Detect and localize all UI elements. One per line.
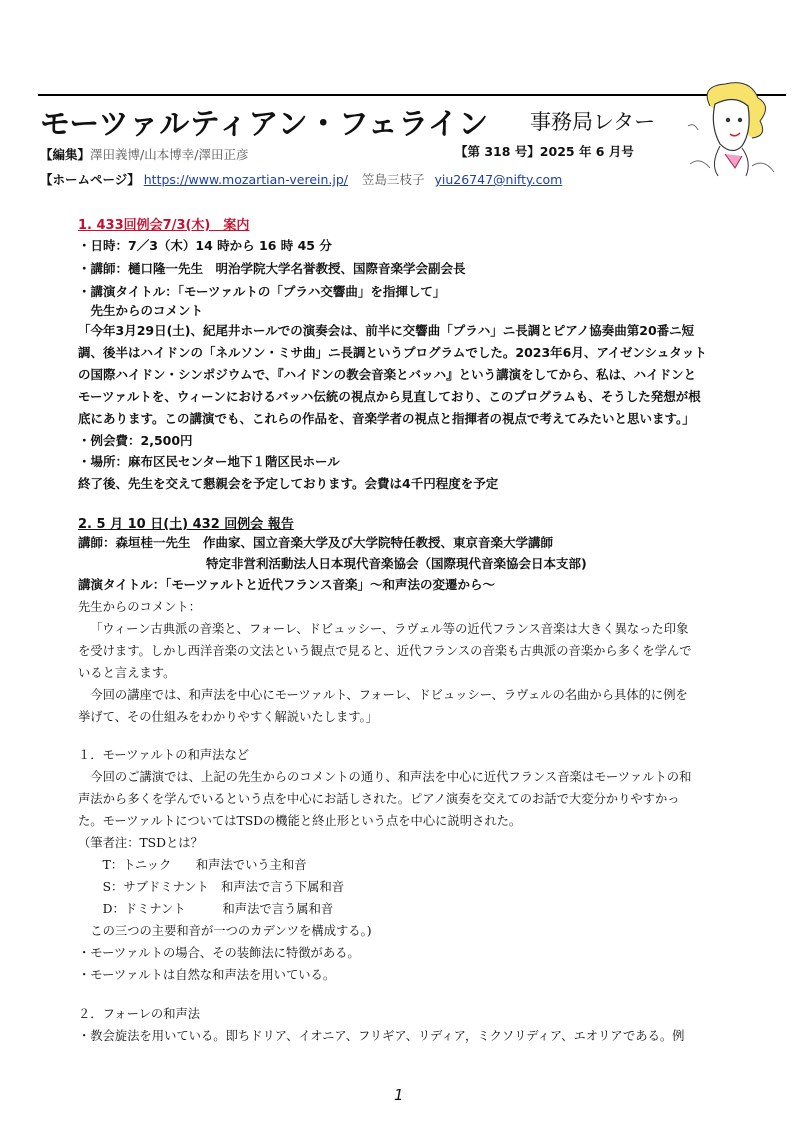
page-number: 1	[394, 1086, 404, 1104]
editors-label: 【編集】	[40, 147, 91, 162]
s1-comment-line: 底にあります。この講演でも、これらの作品を、音楽学者の視点と指揮者の視点で考えてみたいと思います。」	[78, 411, 695, 426]
s2-sub2-heading: ２．フォーレの和声法	[78, 1007, 201, 1021]
s2-sub2-line: ・教会旋法を用いている。即ちドリア、イオニア、フリギア、リディア，ミクソリディア、エオリアである。例	[78, 1029, 685, 1043]
s2-sub1-line: 今回のご講演では、上記の先生からのコメントの通り、和声法を中心に近代フランス音楽はモーツァルトの和	[78, 770, 692, 784]
s1-comment-line: の国際ハイドン・シンポジウムで、『ハイドンの教会音楽とバッハ』という講演をしてから、私は、ハイドンと	[78, 367, 697, 382]
s2-sub1-line: 声法から多くを学んでいるという点を中心にお話しされた。ピアノ演奏を交えてのお話で大変分かりやすかっ	[78, 792, 680, 806]
homepage-line	[40, 170, 562, 188]
s2-sub1-line: （筆者注：TSDとは？	[78, 836, 203, 850]
s2-sub1-line: ・モーツァルトは自然な和声法を用いている。	[78, 968, 336, 982]
s1-venue: ・場所：麻布区民センター地下１階区民ホール	[78, 454, 340, 469]
s1-comment-line: モーツァルトを、ウィーンにおけるバッハ伝統の視点から見直しており、このプログラムも、そうした発想が根	[78, 389, 701, 404]
s2-comment-label: 先生からのコメント：	[78, 600, 201, 614]
s1-comment-line: 調、後半はハイドンの「ネルソン・ミサ曲」ニ長調というプログラムでした。2023年6月、アイゼンシュタット	[78, 345, 707, 360]
header-rule	[38, 94, 786, 96]
s2-comment-line: を受けます。しかし西洋音楽の文法という観点で見ると、近代フランスの音楽も古典派の音楽から多くを学んで	[78, 644, 692, 658]
s1-lecturer: ・講師：樋口隆一先生 明治学院大学名誉教授、国際音楽学会副会長	[78, 261, 466, 276]
contact-email-link[interactable]: yiu26747@nifty.com	[434, 172, 563, 187]
s2-sub1-line: この三つの主要和音が一つのカデンツを構成する。)	[78, 924, 372, 938]
s2-comment-line: 「ウィーン古典派の音楽と、フォーレ、ドビュッシー、ラヴェル等の近代フランス音楽は大きく異なった印象	[90, 622, 689, 636]
editors-names: 澤田義博/山本博幸/澤田正彦	[90, 147, 249, 162]
s2-lecture-title: 講演タイトル：「モーツァルトと近代フランス音楽」～和声法の変遷から～	[78, 577, 496, 592]
s2-sub1-heading: １．モーツァルトの和声法など	[78, 748, 250, 762]
s2-comment-line: 挙げて、その仕組みをわかりやすく解説いたします。」	[78, 710, 379, 724]
s2-comment-line: いると言えます。	[78, 666, 176, 680]
s2-sub1-line: T：トニック 和声法でいう主和音	[78, 858, 307, 872]
editors-line	[40, 145, 248, 163]
s2-lecturer: 講師：森垣桂一先生 作曲家、国立音楽大学及び大学院特任教授、東京音楽大学講師	[78, 535, 554, 550]
section2-heading: 2. 5 月 10 日(土) 432 回例会 報告	[78, 517, 294, 532]
mozart-caricature-logo	[680, 76, 780, 186]
s1-lecture-title: ・講演タイトル：「モーツァルトの「プラハ交響曲」を指揮して」	[78, 284, 446, 299]
s2-sub1-line: D：ドミナント 和声法で言う属和音	[78, 902, 334, 916]
contact-name: 笠島三枝子	[361, 172, 425, 187]
s1-party-note: 終了後、先生を交えて懇親会を予定しております。会費は4千円程度を予定	[78, 476, 499, 491]
s2-sub1-line: ・モーツァルトの場合、その装飾法に特徴がある。	[78, 946, 360, 960]
homepage-label: 【ホームページ】	[40, 172, 140, 187]
newsletter-title: モーツァルティアン・フェライン	[40, 107, 489, 142]
s2-sub1-line: S：サブドミナント 和声法で言う下属和音	[78, 880, 345, 894]
s2-sub1-line: た。モーツァルトについてはTSDの機能と終止形という点を中心に説明された。	[78, 814, 522, 828]
issue-number: 【第 318 号】2025 年 6 月号	[455, 144, 634, 159]
s2-comment-line: 今回の講座では、和声法を中心にモーツァルト、フォーレ、ドビュッシー、ラヴェルの名曲から具体的に例を	[78, 688, 688, 702]
s1-comment-line: 「今年3月29日(土)、紀尾井ホールでの演奏会は、前半に交響曲「プラハ」ニ長調とピアノ協奏曲第20番ニ短	[78, 323, 695, 338]
s1-datetime: ・日時：7／3（木）14 時から 16 時 45 分	[78, 238, 332, 253]
homepage-link[interactable]: https://www.mozartian-verein.jp/	[143, 172, 348, 187]
s1-comment-label: 先生からのコメント	[78, 303, 204, 318]
section1-heading: 1. 433回例会7/3(木) 案内	[78, 218, 250, 233]
newsletter-subtitle: 事務局レター	[530, 110, 656, 134]
s1-fee: ・例会費：2,500円	[78, 433, 193, 448]
s2-lecturer-affiliation: 特定非営利活動法人日本現代音楽協会（国際現代音楽協会日本支部)	[206, 556, 587, 571]
